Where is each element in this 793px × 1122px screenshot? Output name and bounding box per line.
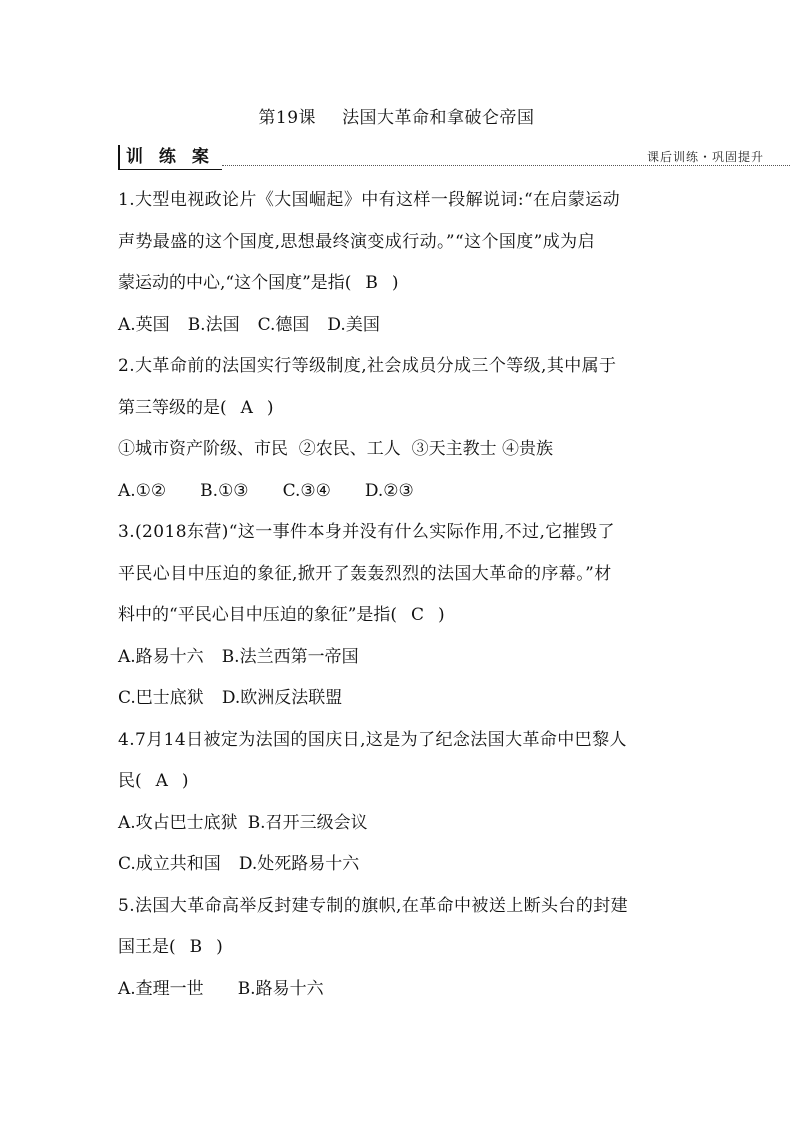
question-1 bbox=[118, 180, 688, 346]
question-stem-end: 民( A ) bbox=[118, 761, 688, 803]
question-items: ①城市资产阶级、市民 ②农民、工人 ③天主教士 ④贵族 bbox=[118, 439, 554, 459]
answer-letter: B bbox=[365, 273, 378, 293]
dotted-divider bbox=[222, 165, 790, 166]
question-4 bbox=[118, 720, 688, 886]
options-row bbox=[118, 803, 688, 845]
option-a: A.①② bbox=[118, 480, 167, 501]
lesson-topic: 法国大革命和拿破仑帝国 bbox=[342, 108, 535, 128]
options-row bbox=[118, 305, 688, 347]
option-c: C.巴士底狱 bbox=[118, 688, 204, 708]
section-label: 训 练 案 bbox=[118, 145, 222, 170]
option-b: B.召开三级会议 bbox=[247, 812, 368, 833]
question-stem-end: 料中的“平民心目中压迫的象征”是指( C ) bbox=[118, 595, 688, 637]
lesson-number: 第19课 bbox=[258, 108, 317, 128]
options-row bbox=[118, 969, 688, 1011]
answer-letter: A bbox=[155, 771, 168, 791]
option-d: D.欧洲反法联盟 bbox=[221, 688, 343, 708]
option-a: A.路易十六 bbox=[118, 646, 204, 667]
option-c: C.③④ bbox=[282, 480, 331, 501]
answer-letter: C bbox=[411, 605, 425, 625]
option-c: C.德国 bbox=[257, 314, 310, 335]
option-a: A.攻占巴士底狱 bbox=[118, 812, 238, 833]
question-list bbox=[118, 180, 688, 1010]
option-d: D.处死路易十六 bbox=[238, 854, 360, 874]
question-text: 2.大革命前的法国实行等级制度,社会成员分成三个等级,其中属于 bbox=[118, 356, 617, 376]
question-stem-end: 蒙运动的中心,“这个国度”是指( B ) bbox=[118, 263, 688, 305]
section-tagline: 课后训练・巩固提升 bbox=[643, 148, 768, 165]
option-b: B.法国 bbox=[187, 314, 240, 335]
question-text: 1.大型电视政论片《大国崛起》中有这样一段解说词:“在启蒙运动 bbox=[118, 190, 621, 210]
options-row bbox=[118, 471, 688, 513]
question-text: 5.法国大革命高举反封建专制的旗帜,在革命中被送上断头台的封建 bbox=[118, 895, 629, 916]
answer-letter: B bbox=[189, 937, 203, 957]
options-row bbox=[118, 844, 688, 886]
options-row bbox=[118, 678, 688, 720]
question-text: 平民心目中压迫的象征,掀开了轰轰烈烈的法国大革命的序幕。”材 bbox=[118, 563, 612, 584]
answer-letter: A bbox=[240, 397, 253, 418]
question-text: 3.(2018东营)“这一事件本身并没有什么实际作用,不过,它摧毁了 bbox=[118, 522, 615, 542]
question-text: 声势最盛的这个国度,思想最终演变成行动。”“这个国度”成为启 bbox=[118, 231, 595, 252]
question-stem-end: 国王是( B ) bbox=[118, 927, 688, 969]
option-a: A.英国 bbox=[118, 314, 170, 335]
question-stem-end: 第三等级的是( A ) bbox=[118, 388, 688, 430]
option-d: D.美国 bbox=[327, 314, 380, 335]
option-a: A.查理一世 bbox=[118, 978, 204, 999]
question-5 bbox=[118, 886, 688, 1011]
option-c: C.成立共和国 bbox=[118, 854, 221, 874]
option-b: B.①③ bbox=[200, 480, 249, 501]
question-2 bbox=[118, 346, 688, 512]
option-b: B.路易十六 bbox=[237, 978, 324, 999]
page-title bbox=[0, 103, 793, 128]
options-row bbox=[118, 637, 688, 679]
question-3 bbox=[118, 512, 688, 720]
option-b: B.法兰西第一帝国 bbox=[221, 646, 359, 667]
option-d: D.②③ bbox=[364, 480, 414, 501]
section-banner bbox=[118, 145, 790, 171]
question-text: 4.7月14日被定为法国的国庆日,这是为了纪念法国大革命中巴黎人 bbox=[118, 729, 627, 750]
